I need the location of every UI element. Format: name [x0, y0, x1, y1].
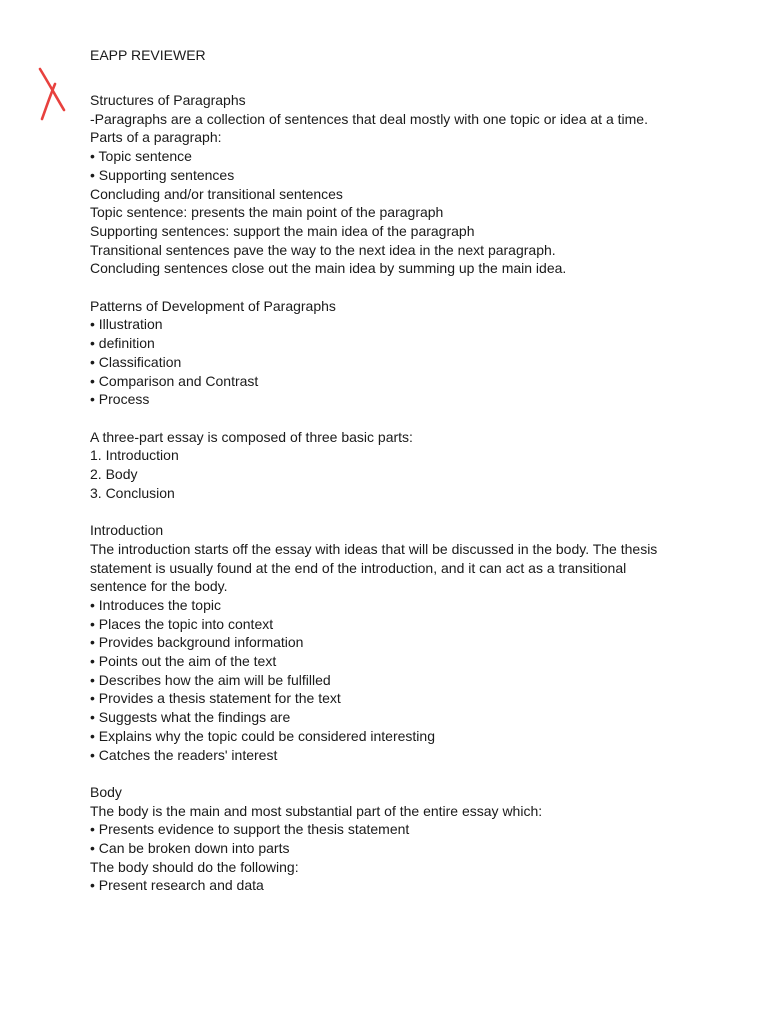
bullet-item: • Illustration	[90, 316, 163, 333]
text-line: -Paragraphs are a collection of sentences that deal mostly with one topic or idea at a time.	[90, 110, 648, 127]
blank-line	[90, 409, 730, 428]
text-line: The body should do the following:	[90, 858, 299, 875]
text-line: Concluding and/or transitional sentences	[90, 185, 343, 202]
bullet-item: • Supporting sentences	[90, 166, 235, 183]
text-line: Patterns of Development of Paragraphs	[90, 297, 336, 314]
bullet-item: • Process	[90, 391, 150, 408]
numbered-item: 1. Introduction	[90, 447, 179, 464]
numbered-item: 2. Body	[90, 466, 138, 483]
bullet-item: • Describes how the aim will be fulfilled	[90, 671, 331, 688]
document-body	[90, 91, 730, 895]
text-line: statement is usually found at the end of the introduction, and it can act as a transitional	[90, 559, 627, 576]
blank-line	[90, 278, 730, 297]
red-x-mark-icon	[34, 66, 70, 122]
text-line: Transitional sentences pave the way to the next idea in the next paragraph.	[90, 241, 556, 258]
text-line: Topic sentence: presents the main point of the paragraph	[90, 204, 444, 221]
bullet-item: • Can be broken down into parts	[90, 840, 290, 857]
bullet-item: • Suggests what the findings are	[90, 709, 291, 726]
blank-line	[90, 502, 730, 521]
bullet-item: • Comparison and Contrast	[90, 372, 259, 389]
text-line: Structures of Paragraphs	[90, 92, 246, 108]
bullet-item: • definition	[90, 335, 155, 352]
text-line: Supporting sentences: support the main idea of the paragraph	[90, 222, 475, 239]
text-line: A three-part essay is composed of three basic parts:	[90, 428, 413, 445]
text-line: The body is the main and most substantial part of the entire essay which:	[90, 802, 543, 819]
bullet-item: • Present research and data	[90, 877, 264, 894]
bullet-item: • Presents evidence to support the thesis statement	[90, 821, 410, 838]
bullet-item: • Introduces the topic	[90, 596, 221, 613]
bullet-item: • Classification	[90, 353, 182, 370]
bullet-item: • Catches the readers' interest	[90, 746, 278, 763]
bullet-item: • Topic sentence	[90, 148, 192, 165]
text-line: Parts of a paragraph:	[90, 129, 222, 146]
bullet-item: • Provides a thesis statement for the text	[90, 690, 341, 707]
numbered-item: 3. Conclusion	[90, 484, 175, 501]
bullet-item: • Provides background information	[90, 634, 304, 651]
text-line: Body	[90, 783, 122, 800]
bullet-item: • Points out the aim of the text	[90, 653, 277, 670]
text-line: Concluding sentences close out the main idea by summing up the main idea.	[90, 260, 567, 277]
blank-line	[90, 764, 730, 783]
document-title: EAPP REVIEWER	[90, 47, 206, 63]
text-line: The introduction starts off the essay with ideas that will be discussed in the body. The thesis	[90, 540, 658, 557]
text-line: Introduction	[90, 522, 164, 539]
bullet-item: • Explains why the topic could be considered interesting	[90, 727, 435, 744]
bullet-item: • Places the topic into context	[90, 615, 274, 632]
text-line: sentence for the body.	[90, 578, 228, 595]
